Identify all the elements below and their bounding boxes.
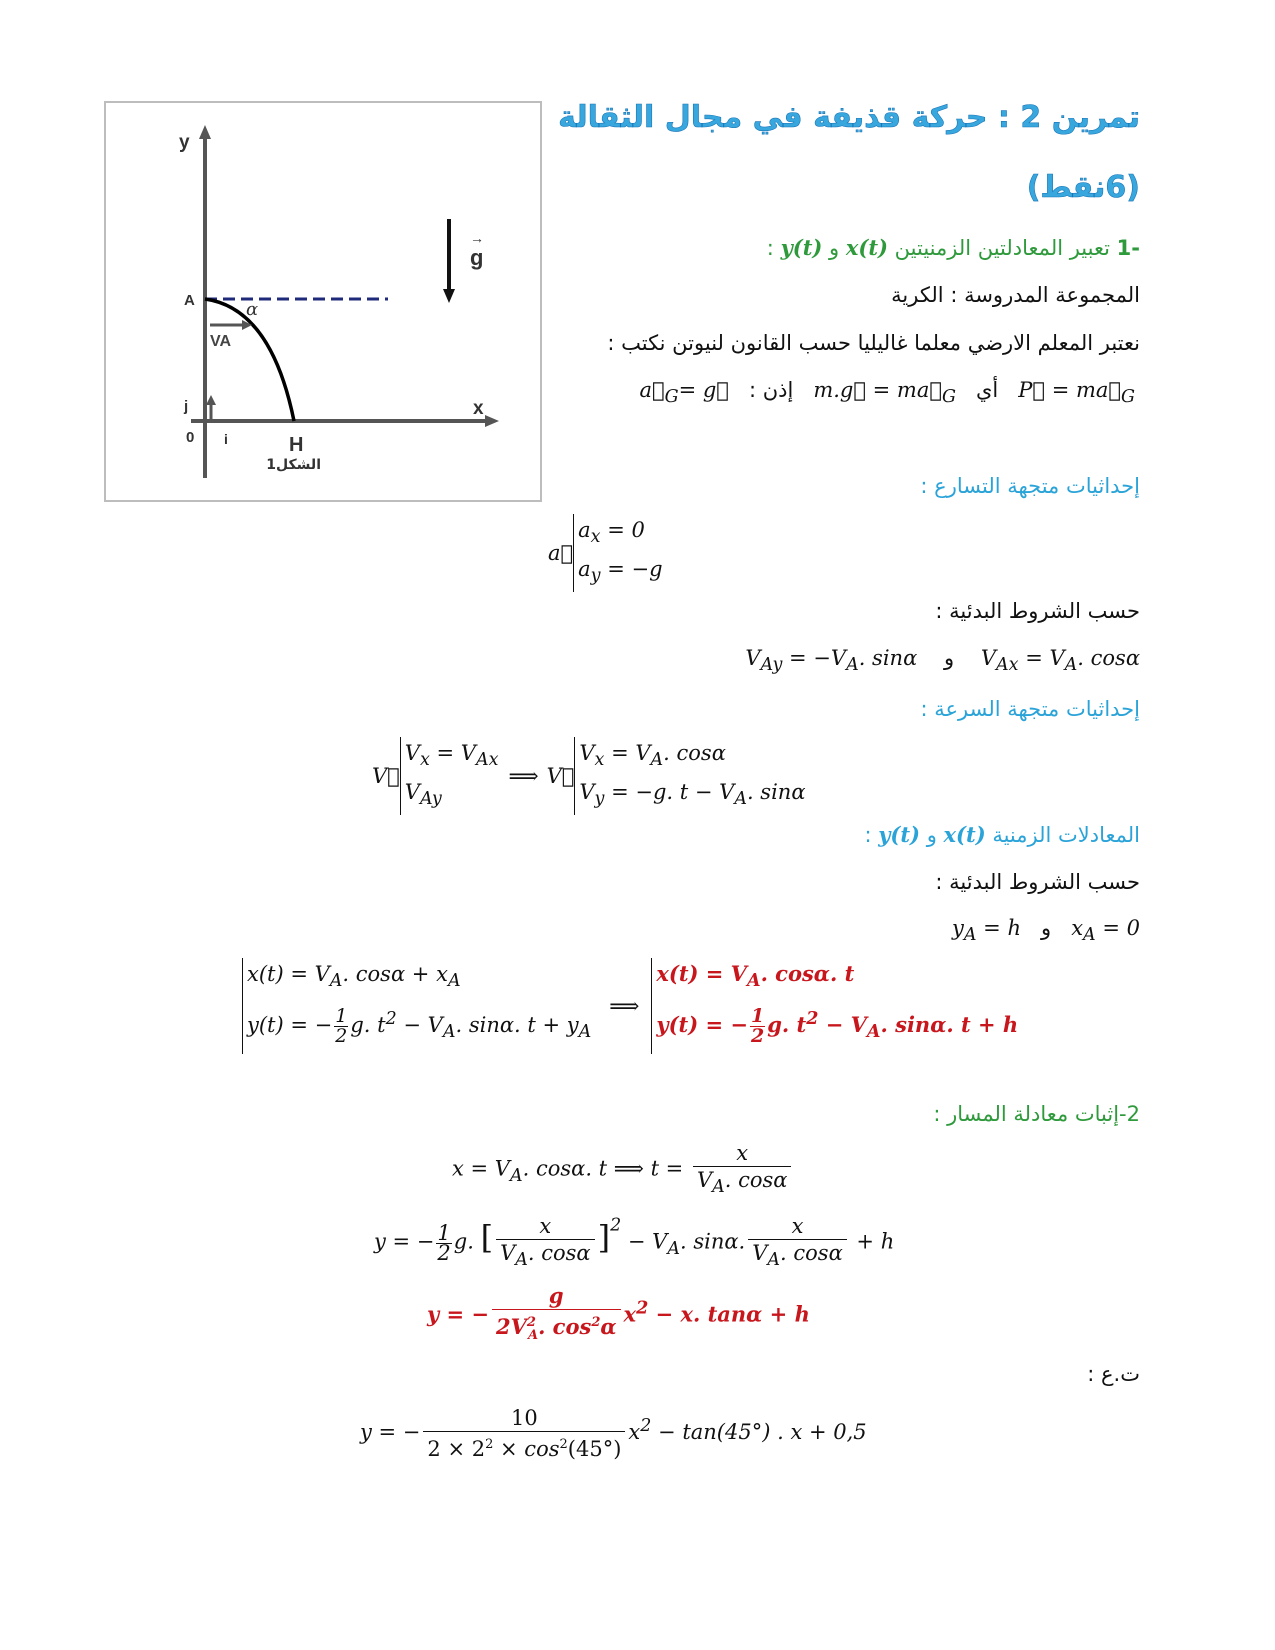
initial-velocity-line: [745, 646, 1140, 675]
part1-heading-text: تعبير المعادلتين الزمنيتين: [894, 236, 1110, 260]
newton-eq-1: P⃗ = $ma⃗_G$: [1018, 378, 1135, 408]
newton-statement: نعتبر المعلم الارضي معلما غاليليا حسب القانون لنيوتن نكتب :: [607, 331, 1140, 355]
y-axis-arrow: [199, 125, 211, 139]
time-equation-systems: [242, 958, 1018, 1054]
studied-system: المجموعة المدروسة : الكرية: [891, 283, 1140, 307]
vel-a2: $V_{Ay}$: [404, 780, 442, 810]
figure-caption: الشكل1: [266, 457, 321, 473]
part1-number: -1: [1116, 236, 1140, 260]
time-equations-heading: [864, 822, 1140, 847]
exercise-points: (6نقط): [1026, 170, 1140, 205]
time-sys2-y: y(t) = − $\frac{1}{2}$ g. $t^2 - V_A$. sinα. t + h: [656, 1005, 1019, 1048]
a-label: A: [184, 292, 195, 309]
vay-eq: $V_{Ay} = -V_A$. sinα: [745, 646, 918, 676]
eq-trajectory-substitution: y = − $\frac{1}{2}$ g. [ $\frac{x}{V_A. \cos\alpha}$ ]$^2 - V_A$. sinα. $\frac{x}{V_A. \cos\alpha}$ + h: [374, 1214, 895, 1271]
part1-heading: [767, 235, 1140, 260]
acc-brace: [573, 514, 662, 592]
vel-b1: $V_x = V_A$. cosα: [579, 741, 726, 771]
x-label: x: [473, 398, 484, 419]
initial-conditions-2: حسب الشروط البدئية :: [935, 870, 1140, 894]
time-implies: ⟹: [609, 994, 640, 1019]
eq-numerical: y = − $\frac{10}{2 \times 2^2 \times \cos^2(45^\circ)}$ $x^2 - \tan(45^\circ)$ . x + 0,5: [360, 1406, 867, 1461]
eq-trajectory-final: y = − $\frac{g}{2V^2_A. \cos^2\alpha}$ $x^2 - x$. tanα + h: [427, 1283, 810, 1344]
time-heading-and: و: [926, 823, 937, 847]
vel-vector-2: V⃗: [546, 764, 575, 789]
acc-line-y: $a_y = -g$: [578, 557, 663, 587]
va-label: VA: [210, 333, 232, 350]
initial-conditions-1: حسب الشروط البدئية :: [935, 599, 1140, 623]
time-heading-xt: x(t): [943, 822, 986, 847]
vel-implies: ⟹: [508, 764, 539, 789]
vel-b2: $V_y = -g$. $t - V_A$. sinα: [579, 780, 806, 810]
eq-time-from-x: $x = V_A$. cosα. t ⟹ t = $\frac{x}{V_A. \cos\alpha}$: [452, 1140, 794, 1200]
exercise-title: تمرين 2 : حركة قذيفة في مجال الثقالة: [558, 100, 1140, 135]
vax-eq: $V_{Ax} = V_A$. cosα: [980, 646, 1140, 676]
vel-brace-2: [574, 737, 805, 815]
ya-eq: $y_A = h$: [951, 916, 1021, 946]
acc-vector: a⃗: [548, 541, 574, 566]
y-label: y: [179, 132, 190, 153]
newton-eq-3: $a⃗_G=$ g⃗: [639, 378, 729, 408]
velocity-heading: إحداثيات متجهة السرعة :: [920, 697, 1140, 721]
numerical-application-label: ت.ع :: [1087, 1362, 1140, 1386]
part2-heading: 2-إثبات معادلة المسار :: [933, 1102, 1140, 1126]
newton-idhan: إذن :: [748, 378, 794, 402]
time-sys2-x: $x(t) = V_A$. cosα. t: [656, 961, 855, 992]
newton-ay: أي: [975, 378, 999, 402]
vel-vector-1: V⃗: [372, 764, 400, 789]
time-sys-1: [242, 958, 591, 1054]
vel-brace-1: [400, 737, 499, 815]
velocity-systems: [372, 737, 806, 815]
init-vals-and: و: [1041, 916, 1052, 940]
acceleration-system: [548, 514, 663, 592]
newton-eq-2: m.g⃗ = $ma⃗_G$: [813, 378, 956, 408]
time-sys1-x: $x(t) = V_A$. $\cos\alpha + x_A$: [247, 962, 461, 992]
xa-eq: $x_A = 0$: [1071, 916, 1140, 946]
acc-line-x: $a_x = 0$: [578, 518, 645, 548]
g-vector-mark: →: [470, 230, 484, 246]
vinit-and: و: [943, 646, 955, 670]
part1-heading-xt: x(t): [845, 235, 888, 260]
origin-label: 0: [186, 429, 195, 446]
time-sys1-y: y(t) = − $\frac{1}{2}$ g. $t^2 - V_A$. sinα. $t + y_A$: [247, 1005, 592, 1048]
g-label: g: [470, 245, 484, 270]
time-heading-yt: y(t): [878, 822, 920, 847]
time-heading-text: المعادلات الزمنية: [992, 823, 1140, 847]
j-label: j: [184, 398, 189, 415]
time-heading-colon: :: [864, 823, 872, 847]
part1-heading-and: و: [829, 236, 840, 260]
alpha-label: α: [246, 299, 259, 320]
part1-heading-yt: y(t): [780, 235, 823, 260]
newton-equation: [639, 378, 1135, 407]
i-label: i: [224, 431, 228, 447]
g-arrow-head: [443, 289, 455, 303]
initial-values-line: [952, 916, 1140, 945]
x-axis-arrow: [485, 415, 499, 427]
h-label: H: [289, 434, 304, 456]
figure-diagram: [106, 103, 540, 500]
time-sys-2: [651, 958, 1018, 1054]
figure-box: [104, 101, 542, 502]
vel-a1: $V_x = V_{Ax}$: [404, 741, 499, 771]
acceleration-heading: إحداثيات متجهة التسارع :: [920, 474, 1140, 498]
j-arrow-head: [206, 395, 216, 405]
part1-heading-colon: :: [766, 236, 774, 260]
